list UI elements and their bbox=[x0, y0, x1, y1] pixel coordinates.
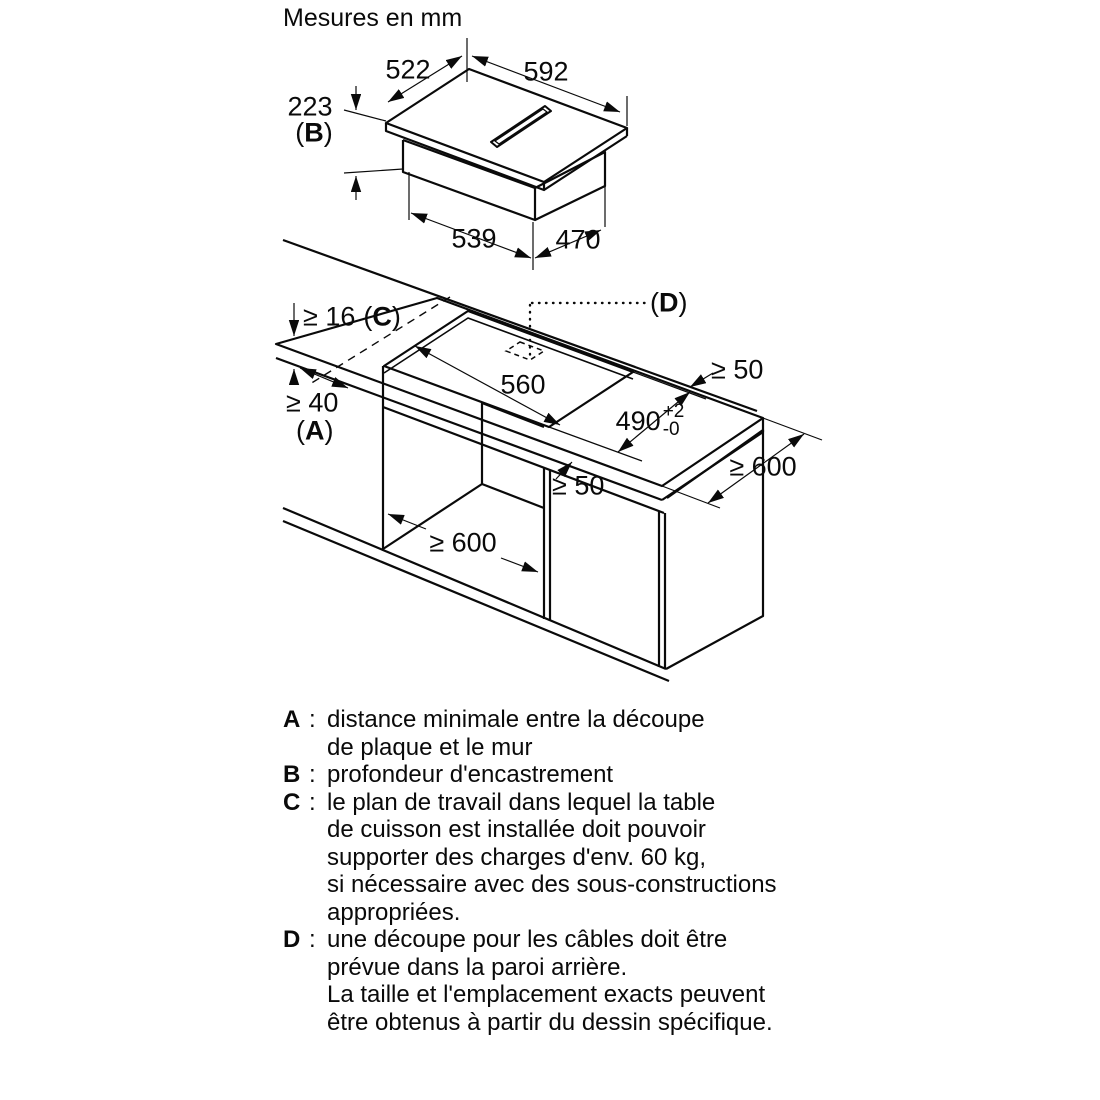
dim-label-wall-distance: ≥ 40 bbox=[286, 387, 339, 418]
dim-label-thickness: ≥ 16 ( C ) bbox=[303, 304, 401, 331]
dim-label-niche-width: ≥ 600 bbox=[429, 527, 497, 558]
dim-label-edge-clearance: ≥ 50 bbox=[711, 354, 764, 385]
legend-text-line: La taille et l'emplacement exacts peuvent bbox=[327, 981, 766, 1008]
dim-label-ref-A: ( A ) bbox=[296, 418, 334, 445]
legend-text-line: profondeur d'encastrement bbox=[327, 761, 614, 788]
legend-entry-A: A : distance minimale entre la découpe de plaque et le mur bbox=[283, 706, 705, 761]
legend-text-line: distance minimale entre la découpe bbox=[327, 706, 705, 733]
legend-text-line: prévue dans la paroi arrière. bbox=[327, 953, 628, 981]
dim-label-223: 223 bbox=[287, 91, 333, 122]
legend-text-line: une découpe pour les câbles doit être bbox=[327, 926, 728, 953]
dim-50-edge-arrow bbox=[690, 373, 713, 387]
dim-label-470: 470 bbox=[555, 224, 601, 255]
dim-label-560: 560 bbox=[500, 369, 546, 400]
dim-490-tolerance: +2 -0 bbox=[662, 400, 685, 440]
niche-right-edge bbox=[544, 468, 550, 621]
dim-label-490: 490 +2 -0 bbox=[615, 400, 685, 440]
legend-text-line: supporter des charges d'env. 60 kg, bbox=[327, 843, 707, 871]
cabinet-door-right-edge bbox=[659, 511, 665, 669]
dim-label-bottom-clearance: ≥ 50 bbox=[552, 470, 605, 501]
legend-text-line: si nécessaire avec des sous-constructions bbox=[327, 871, 777, 898]
page-title: Mesures en mm bbox=[283, 4, 463, 32]
dim-label-ref-B: ( B ) bbox=[295, 120, 333, 147]
dim-40-line bbox=[300, 368, 348, 388]
legend-entry-D: D : une découpe pour les câbles doit être prévue dans la paroi arrière. La taille et l'emplacement exacts peuvent être obtenus à partir du dessin spécifique. bbox=[283, 926, 773, 1036]
legend-text-line: appropriées. bbox=[327, 898, 461, 926]
legend-text-line: de cuisson est installée doit pouvoir bbox=[327, 816, 706, 843]
dim-label-ref-D: ( D ) bbox=[650, 290, 688, 317]
appliance-top-plate bbox=[386, 69, 627, 182]
legend-entry-C: C : le plan de travail dans lequel la table de cuisson est installée doit pouvoir supporter des charges d'env. 60 kg, si nécessaire avec des sous-constructions appropriées. bbox=[283, 788, 777, 926]
dim-600-niche-line-a bbox=[388, 514, 426, 529]
dim-label-worktop-depth: ≥ 600 bbox=[729, 451, 797, 482]
vent-slot-outer bbox=[491, 106, 551, 147]
appliance-drawing bbox=[386, 69, 627, 220]
legend bbox=[283, 706, 777, 1036]
legend-text-line: de plaque et le mur bbox=[327, 733, 533, 761]
legend-text-line: le plan de travail dans lequel la table bbox=[327, 788, 716, 816]
legend-text-line: être obtenus à partir du dessin spécifique. bbox=[327, 1008, 773, 1036]
dim-label-539: 539 bbox=[451, 223, 497, 254]
vent-slot-inner bbox=[495, 109, 547, 144]
legend-entry-B: B : profondeur d'encastrement bbox=[283, 761, 614, 788]
appliance-body bbox=[403, 140, 605, 220]
dim-600-niche-line-b bbox=[501, 558, 538, 572]
dim-label-592: 592 bbox=[523, 56, 569, 87]
dim-label-522: 522 bbox=[385, 54, 431, 85]
